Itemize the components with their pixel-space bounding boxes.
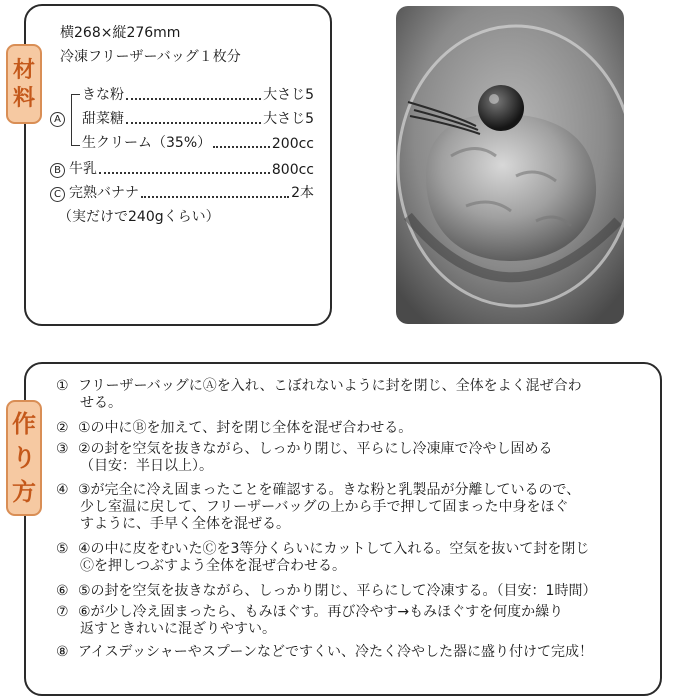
- step-item: [56, 441, 553, 475]
- step-number: ①: [56, 378, 69, 394]
- step-item: [56, 541, 589, 575]
- ingredient-row: [50, 182, 314, 202]
- ingredient-amount: 200cc: [271, 136, 314, 152]
- step-item: [56, 644, 593, 661]
- bag-size: 横268×縦276mm: [60, 25, 181, 41]
- ingredient-note: （実だけで240gくらい）: [58, 209, 220, 225]
- step-number: ③: [56, 441, 69, 457]
- group-c-marker: C: [50, 187, 65, 202]
- step-text: せる。: [80, 395, 122, 411]
- ice-cream-illustration: [396, 6, 624, 324]
- tab-char: 料: [12, 85, 35, 111]
- ingredient-name: 牛乳: [69, 161, 97, 177]
- group-a-marker: A: [50, 110, 69, 127]
- ingredient-amount: 800cc: [271, 162, 314, 178]
- ingredient-name: きな粉: [82, 87, 124, 103]
- step-text: 少し室温に戻して、フリーザーバッグの上から手で押して固まった中身をほぐ: [80, 499, 569, 515]
- tab-char: り: [12, 443, 36, 472]
- step-number: ⑦: [56, 604, 69, 620]
- step-text: ⑥が少し冷え固まったら、もみほぐす。再び冷やす→もみほぐすを何度か繰り: [78, 604, 564, 620]
- step-text: Ⓒを押しつぶすよう全体を混ぜ合わせる。: [80, 558, 346, 574]
- step-item: [56, 420, 412, 437]
- step-text: ④の中に皮をむいたⒸを3等分くらいにカットして入れる。空気を抜いて封を閉じ: [78, 541, 590, 557]
- ingredient-name: 甜菜糖: [82, 111, 124, 127]
- step-number: ⑤: [56, 541, 69, 557]
- step-number: ⑥: [56, 583, 69, 599]
- step-item: [56, 378, 582, 412]
- ingredient-amount: 大さじ5: [263, 87, 314, 103]
- step-item: [56, 604, 563, 638]
- group-b-marker: B: [50, 163, 65, 178]
- ingredients-tab: [6, 44, 42, 124]
- tab-char: 方: [12, 477, 36, 506]
- step-text: フリーザーバッグにⒶを入れ、こぼれないように封を閉じ、全体をよく混ぜ合わ: [78, 378, 582, 394]
- step-text: 返すときれいに混ざりやすい。: [80, 621, 276, 637]
- step-item: [56, 482, 580, 533]
- group-a-bracket: [71, 94, 80, 146]
- ingredient-row: [82, 84, 314, 104]
- step-text: すように、手早く全体を混ぜる。: [80, 516, 290, 532]
- step-text: ①の中にⒷを加えて、封を閉じ全体を混ぜ合わせる。: [78, 420, 413, 436]
- ingredient-row: [82, 132, 314, 152]
- ingredient-name: 完熟バナナ: [69, 185, 139, 201]
- tab-char: 作: [12, 409, 36, 438]
- bag-count: 冷凍フリーザーバッグ１枚分: [60, 49, 241, 65]
- steps-tab: [6, 400, 42, 516]
- dessert-photo: [396, 6, 624, 324]
- step-number: ④: [56, 482, 69, 498]
- tab-char: 材: [12, 57, 35, 83]
- ingredient-amount: 2本: [291, 185, 314, 201]
- step-number: ②: [56, 420, 69, 436]
- ingredient-amount: 大さじ5: [263, 111, 314, 127]
- ingredient-name: 生クリーム（35%）: [82, 135, 212, 151]
- step-text: （目安：半日以上）。: [80, 458, 213, 474]
- ingredient-row: [50, 158, 314, 178]
- ingredient-row: [82, 108, 314, 128]
- step-text: アイスデッシャーやスプーンなどですくい、冷たく冷やした器に盛り付けて完成！: [78, 644, 594, 660]
- step-item: [56, 583, 596, 600]
- step-text: ②の封を空気を抜きながら、しっかり閉じ、平らにし冷凍庫で冷やし固める: [78, 441, 553, 457]
- step-number: ⑧: [56, 644, 69, 660]
- step-text: ③が完全に冷え固まったことを確認する。きな粉と乳製品が分離しているので、: [78, 482, 581, 498]
- step-text: ⑤の封を空気を抜きながら、しっかり閉じ、平らにして冷凍する。（目安：1時間）: [78, 583, 597, 599]
